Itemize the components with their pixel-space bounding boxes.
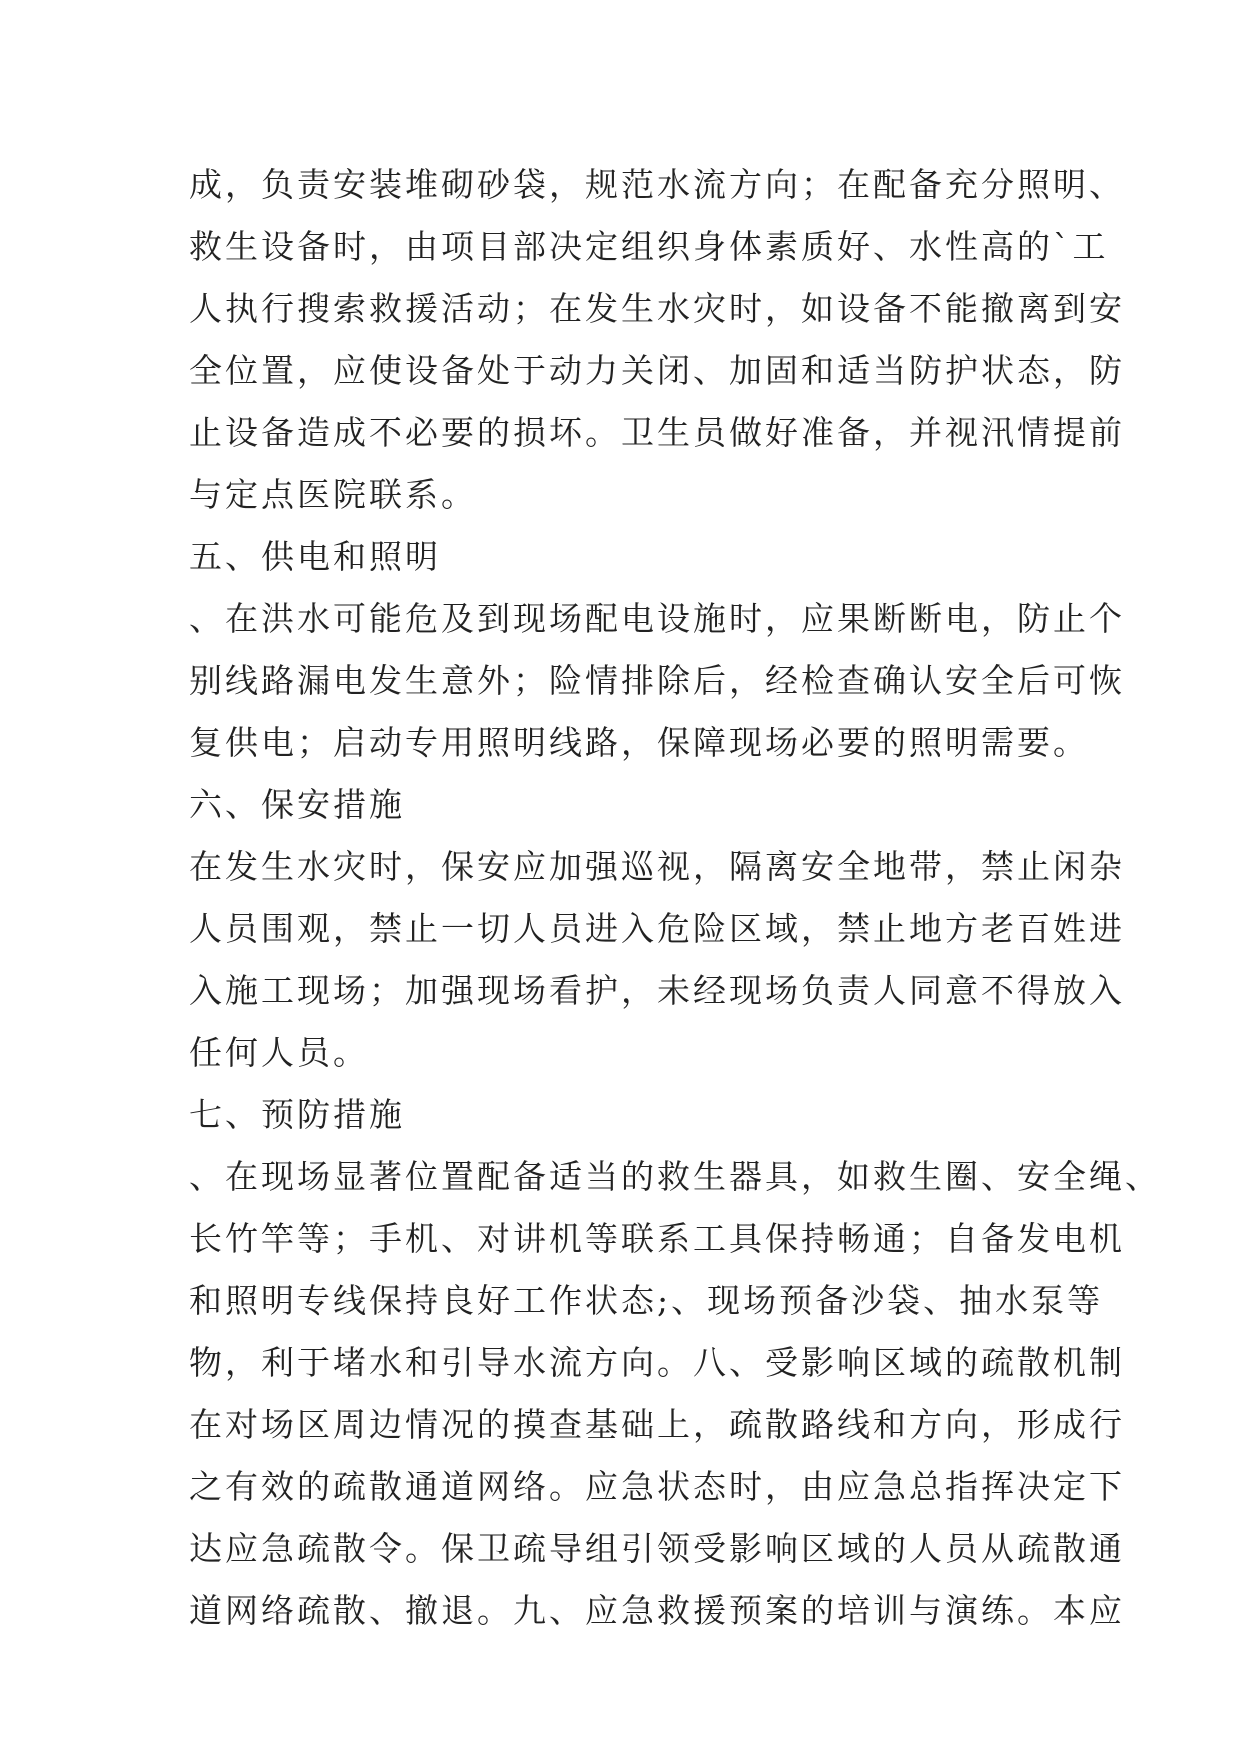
text-line: 与定点医院联系。: [189, 475, 477, 514]
text-line: 入施工现场；加强现场看护，未经现场负责人同意不得放入: [189, 971, 1125, 1010]
text-line: 救生设备时，由项目部决定组织身体素质好、水性高的`工: [189, 227, 1109, 266]
text-line: 道网络疏散、撤退。九、应急救援预案的培训与演练。本应: [189, 1591, 1125, 1630]
text-line: 在发生水灾时，保安应加强巡视，隔离安全地带，禁止闲杂: [189, 847, 1125, 886]
section-heading-7: 七、预防措施: [189, 1095, 405, 1134]
section-heading-5: 五、供电和照明: [189, 537, 441, 576]
text-line: 人员围观，禁止一切人员进入危险区域，禁止地方老百姓进: [189, 909, 1125, 948]
text-line: 人执行搜索救援活动；在发生水灾时，如设备不能撤离到安: [189, 289, 1125, 328]
text-line: 止设备造成不必要的损坏。卫生员做好准备，并视汛情提前: [189, 413, 1125, 452]
section-heading-6: 六、保安措施: [189, 785, 405, 824]
text-line: 成，负责安装堆砌砂袋，规范水流方向；在配备充分照明、: [189, 165, 1125, 204]
document-body: [189, 154, 1161, 1642]
text-line: 之有效的疏散通道网络。应急状态时，由应急总指挥决定下: [189, 1467, 1125, 1506]
text-line: 全位置，应使设备处于动力关闭、加固和适当防护状态，防: [189, 351, 1125, 390]
text-line: 长竹竿等；手机、对讲机等联系工具保持畅通；自备发电机: [189, 1219, 1125, 1258]
text-line: 达应急疏散令。保卫疏导组引领受影响区域的人员从疏散通: [189, 1529, 1125, 1568]
text-line: 、在洪水可能危及到现场配电设施时，应果断断电，防止个: [189, 599, 1125, 638]
text-line: 物，利于堵水和引导水流方向。八、受影响区域的疏散机制: [189, 1343, 1125, 1382]
text-line: 复供电；启动专用照明线路，保障现场必要的照明需要。: [189, 723, 1089, 762]
text-line: 和照明专线保持良好工作状态;、现场预备沙袋、抽水泵等: [189, 1281, 1104, 1320]
text-line: 任何人员。: [189, 1033, 369, 1072]
text-line: 、在现场显著位置配备适当的救生器具，如救生圈、安全绳、: [189, 1157, 1161, 1196]
text-line: 在对场区周边情况的摸查基础上，疏散路线和方向，形成行: [189, 1405, 1125, 1444]
text-line: 别线路漏电发生意外；险情排除后，经检查确认安全后可恢: [189, 661, 1125, 700]
